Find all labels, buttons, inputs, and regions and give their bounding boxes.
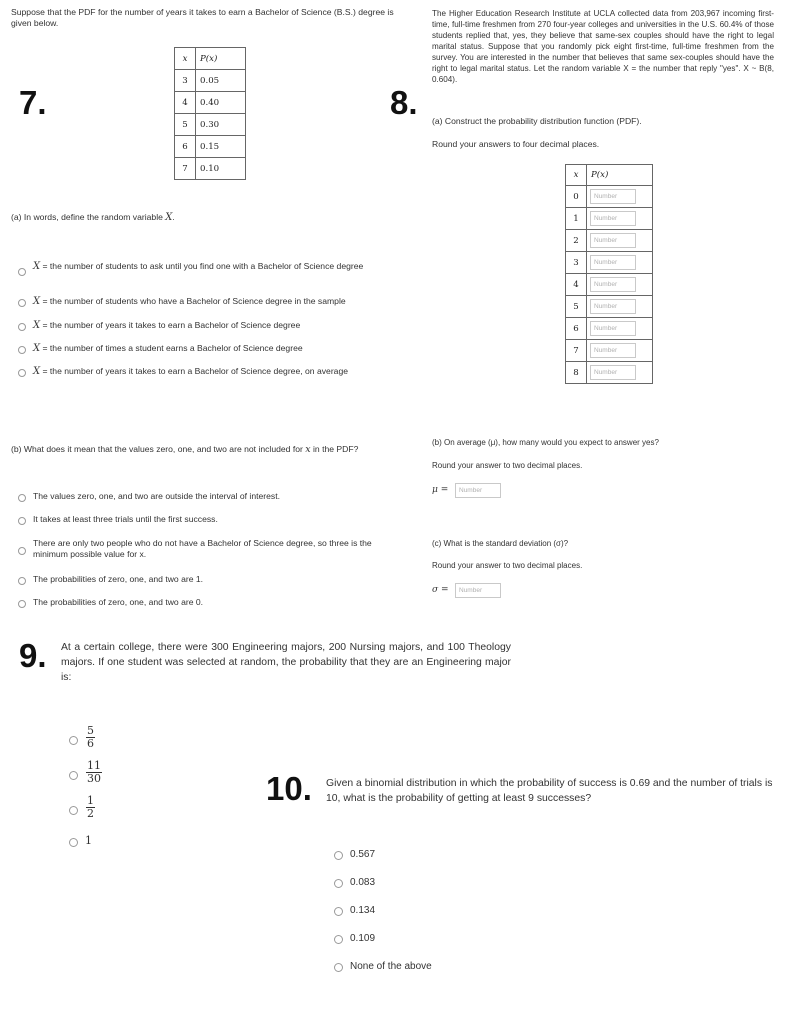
q7a-option-5-radio[interactable] — [18, 369, 26, 377]
fraction — [86, 760, 102, 785]
q10-option-5-label[interactable]: None of the above — [350, 961, 432, 972]
probability-input-8[interactable] — [590, 365, 636, 380]
probability-input-1[interactable] — [590, 211, 636, 226]
q7b-option-4-radio[interactable] — [18, 577, 26, 585]
q10-option-2-label[interactable]: 0.083 — [350, 877, 376, 888]
q8-round-instruction: Round your answers to four decimal places. — [432, 139, 600, 149]
table-row — [566, 230, 653, 252]
q9-number: 9. — [19, 637, 47, 674]
table-cell-x: 7 — [566, 340, 587, 362]
q7a-option-2-radio[interactable] — [18, 299, 26, 307]
q7b-option-2-label[interactable]: It takes at least three trials until the first success. — [33, 514, 218, 524]
q7-part-a-question — [11, 212, 175, 223]
probability-input-3[interactable] — [590, 255, 636, 270]
table-cell-p: 0.30 — [196, 114, 246, 136]
table-row — [566, 274, 653, 296]
option-text: = the number of times a student earns a Bachelor of Science degree — [40, 343, 303, 353]
fraction-numerator: 5 — [87, 724, 94, 737]
q9-option-1-label[interactable] — [86, 725, 95, 750]
table-row — [175, 136, 246, 158]
q9-option-3-label[interactable] — [86, 795, 95, 820]
fraction-denominator: 6 — [87, 737, 94, 750]
table-cell-p — [587, 296, 653, 318]
mu-label: μ = — [432, 485, 449, 495]
q10-option-4-label[interactable]: 0.109 — [350, 933, 376, 944]
math-var: X — [33, 366, 41, 377]
table-cell-x: 3 — [566, 252, 587, 274]
question-text: (b) What does it mean that the values zero, one, and two are not included for — [11, 444, 306, 454]
fraction-numerator: 11 — [87, 759, 101, 772]
math-var: x — [305, 444, 311, 455]
q7b-option-1-label[interactable]: The values zero, one, and two are outside the interval of interest. — [33, 491, 280, 501]
table-row — [566, 362, 653, 384]
table-cell-x: 6 — [175, 136, 196, 158]
table-row — [175, 114, 246, 136]
fraction-denominator: 2 — [87, 807, 94, 820]
intro-text: reply "yes". X ~ B(8, 0.604). — [432, 64, 774, 84]
q7b-option-1-radio[interactable] — [18, 494, 26, 502]
option-text: = the number of students to ask until you find one with a Bachelor of Science degree — [40, 261, 364, 271]
q7b-option-2-radio[interactable] — [18, 517, 26, 525]
q8-intro — [432, 8, 774, 85]
table-row — [566, 296, 653, 318]
q7b-option-4-label[interactable]: The probabilities of zero, one, and two are 1. — [33, 574, 204, 584]
q10-option-1-radio[interactable] — [334, 851, 343, 860]
q7b-option-5-radio[interactable] — [18, 600, 26, 608]
table-cell-x: 4 — [175, 92, 196, 114]
table-cell-x: 4 — [566, 274, 587, 296]
table-cell-p — [587, 340, 653, 362]
q8-part-a-question: (a) Construct the probability distribution function (PDF). — [432, 116, 642, 126]
table-cell-x: 5 — [175, 114, 196, 136]
table-header-x: x — [175, 48, 196, 70]
intro-text: The Higher Education Research Institute at UCLA collected data from 203,967 incoming first-time, full-time freshmen from 270 four-year colleges and universities in the U.S. 60.4% of those students replied that, yes, they believe that same-sex couples should have the right to legal marital status. Suppose that you randomly pick eight first-time, full-time freshmen from the survey. You are interested in the number that believes that same sex-couples should have the right to legal marital status. Let the random variable X = the number that — [432, 9, 774, 73]
question-text: . — [172, 212, 175, 222]
q9-option-2-label[interactable] — [86, 760, 102, 785]
probability-input-7[interactable] — [590, 343, 636, 358]
fraction — [86, 795, 95, 820]
table-cell-x: 2 — [566, 230, 587, 252]
table-cell-p — [587, 274, 653, 296]
table-cell-x: 7 — [175, 158, 196, 180]
q8-round-instruction-b: Round your answer to two decimal places. — [432, 461, 583, 470]
q8-part-b-question: (b) On average (μ), how many would you expect to answer yes? — [432, 438, 659, 447]
table-cell-p — [587, 186, 653, 208]
math-var: X — [33, 261, 41, 272]
mu-input[interactable] — [455, 483, 501, 498]
table-cell-p — [587, 230, 653, 252]
table-row — [566, 340, 653, 362]
table-row — [566, 252, 653, 274]
probability-input-0[interactable] — [590, 189, 636, 204]
table-cell-x: 8 — [566, 362, 587, 384]
q10-option-2-radio[interactable] — [334, 879, 343, 888]
q7-number: 7. — [19, 84, 47, 121]
q10-question: Given a binomial distribution in which the probability of success is 0.69 and the number of trials is 10, what is the probability of getting at least 9 successes? — [326, 778, 773, 804]
table-cell-x: 5 — [566, 296, 587, 318]
table-row — [175, 70, 246, 92]
q10-option-3-radio[interactable] — [334, 907, 343, 916]
table-cell-p — [587, 252, 653, 274]
table-cell-p — [587, 318, 653, 340]
table-cell-x: 1 — [566, 208, 587, 230]
probability-input-4[interactable] — [590, 277, 636, 292]
q7a-option-4-radio[interactable] — [18, 346, 26, 354]
q7-part-b-question — [11, 444, 401, 455]
q7a-option-3-label[interactable] — [33, 320, 393, 331]
q9-option-3-radio[interactable] — [69, 806, 78, 815]
table-cell-p: 0.15 — [196, 136, 246, 158]
q7-pdf-table — [174, 47, 246, 180]
table-row — [175, 48, 246, 70]
table-cell-p: 0.05 — [196, 70, 246, 92]
math-var: X — [33, 320, 41, 331]
q8-round-instruction-c: Round your answer to two decimal places. — [432, 561, 583, 570]
table-cell-x: 0 — [566, 186, 587, 208]
table-row — [566, 165, 653, 186]
q9-question: At a certain college, there were 300 Engineering majors, 200 Nursing majors, and 100 Theology majors. If one student was selected at random, the probability that they are an Engineering major is: — [61, 642, 511, 683]
table-header-x: x — [566, 165, 587, 186]
math-var: X — [33, 296, 41, 307]
table-row — [175, 158, 246, 180]
table-cell-p: 0.10 — [196, 158, 246, 180]
option-text: = the number of years it takes to earn a Bachelor of Science degree, on average — [40, 366, 349, 376]
q9-option-2-radio[interactable] — [69, 771, 78, 780]
q7b-option-5-label[interactable]: The probabilities of zero, one, and two are 0. — [33, 597, 204, 607]
table-header-p: P(x) — [587, 165, 653, 186]
table-row — [175, 92, 246, 114]
math-var: X — [33, 343, 41, 354]
q9-option-4-radio[interactable] — [69, 838, 78, 847]
table-cell-x: 6 — [566, 318, 587, 340]
probability-input-2[interactable] — [590, 233, 636, 248]
probability-input-5[interactable] — [590, 299, 636, 314]
q7a-option-2-label[interactable] — [33, 296, 393, 307]
table-cell-p: 0.40 — [196, 92, 246, 114]
q9-option-4-label[interactable]: 1 — [85, 834, 92, 847]
q7b-option-3-radio[interactable] — [18, 547, 26, 555]
option-text: = the number of students who have a Bachelor of Science degree in the sample — [40, 296, 346, 306]
table-row — [566, 186, 653, 208]
fraction-numerator: 1 — [87, 794, 94, 807]
q10-number: 10. — [266, 770, 312, 807]
probability-input-6[interactable] — [590, 321, 636, 336]
sigma-label: σ = — [432, 585, 449, 595]
q7a-option-3-radio[interactable] — [18, 323, 26, 331]
q8-number: 8. — [390, 84, 418, 121]
math-var: X — [165, 212, 173, 223]
table-row — [566, 208, 653, 230]
q7a-option-1-label[interactable] — [33, 261, 393, 272]
fraction-denominator: 30 — [87, 772, 101, 785]
q8-part-c-question: (c) What is the standard deviation (σ)? — [432, 539, 569, 548]
fraction — [86, 725, 95, 750]
q7-intro: Suppose that the PDF for the number of years it takes to earn a Bachelor of Science (B.S.) degree is given below. — [11, 7, 394, 29]
table-cell-p — [587, 362, 653, 384]
q9-option-1-radio[interactable] — [69, 736, 78, 745]
q7b-option-3-label[interactable]: There are only two people who do not have a Bachelor of Science degree, so three is the minimum possible value for x. — [33, 538, 372, 560]
sigma-input[interactable] — [455, 583, 501, 598]
q7a-option-5-label[interactable] — [33, 366, 393, 377]
table-cell-x: 3 — [175, 70, 196, 92]
table-row — [566, 318, 653, 340]
question-text: (a) In words, define the random variable — [11, 212, 166, 222]
table-header-p: P(x) — [196, 48, 246, 70]
q10-option-3-label[interactable]: 0.134 — [350, 905, 376, 916]
q10-option-4-radio[interactable] — [334, 935, 343, 944]
q10-option-1-label[interactable]: 0.567 — [350, 849, 376, 860]
option-text: = the number of years it takes to earn a Bachelor of Science degree — [40, 320, 301, 330]
question-text: in the PDF? — [310, 444, 359, 454]
table-cell-p — [587, 208, 653, 230]
q7a-option-1-radio[interactable] — [18, 268, 26, 276]
q10-option-5-radio[interactable] — [334, 963, 343, 972]
q8-pdf-table — [565, 164, 653, 384]
q7a-option-4-label[interactable] — [33, 343, 393, 354]
